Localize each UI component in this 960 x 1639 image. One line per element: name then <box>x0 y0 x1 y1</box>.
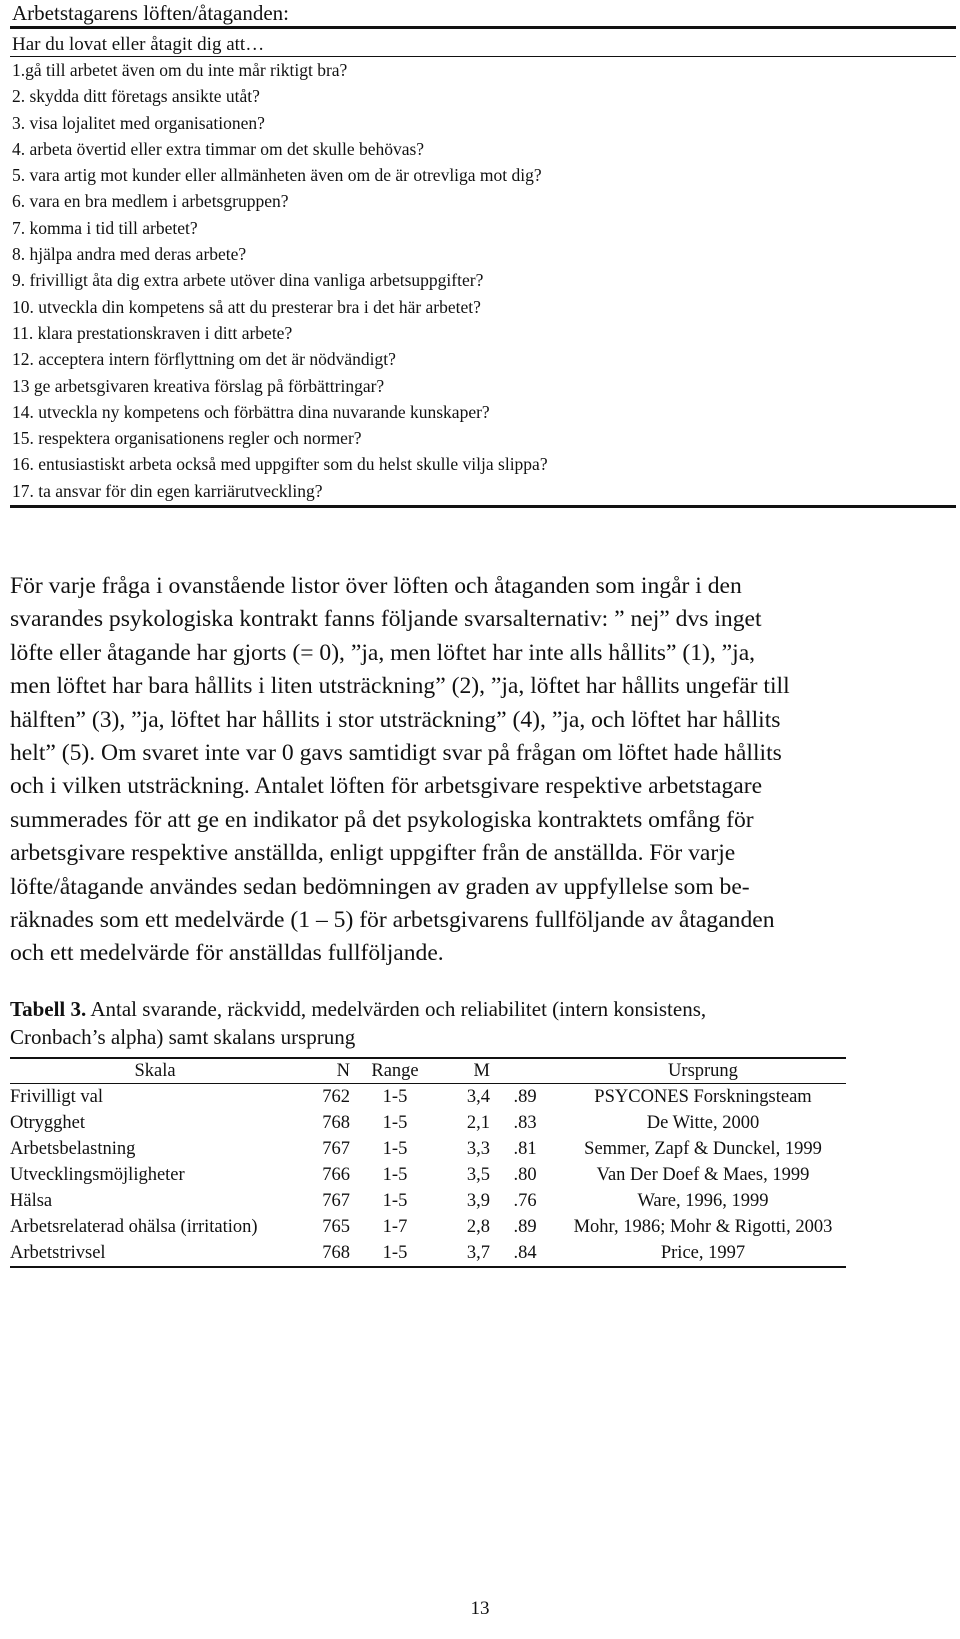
cell-ursprung: Price, 1997 <box>560 1240 846 1267</box>
cell-ursprung: Van Der Doef & Maes, 1999 <box>596 1165 810 1185</box>
cell-alpha: .76 <box>513 1191 537 1211</box>
cell-alpha: .81 <box>513 1139 537 1159</box>
cell-skala: Arbetsrelaterad ohälsa (irritation) <box>10 1217 258 1237</box>
cell-alpha: .83 <box>513 1113 537 1133</box>
paragraph-line: hälften” (3), ”ja, löftet har hållits i stor utsträckning” (4), ”ja, och löftet har hållits <box>10 706 781 733</box>
paragraph-line: löfte/åtagande användes sedan bedömningen av graden av uppfyllelse som be- <box>10 873 750 900</box>
cell-n: 766 <box>322 1165 350 1185</box>
table-row <box>10 1188 846 1214</box>
promise-item: 11. klara prestationskraven i ditt arbete? <box>12 322 293 343</box>
paragraph-line: och i vilken utsträckning. Antalet löften för arbetsgivare respektive arbetstagare <box>10 773 763 800</box>
cell-range: 1-7 <box>382 1217 408 1237</box>
cell-m: 3,3 <box>466 1139 490 1159</box>
cell-n: 768 <box>322 1113 350 1133</box>
paragraph-line: räknades som ett medelvärde (1 – 5) för arbetsgivarens fullföljande av åtaganden <box>10 907 775 934</box>
promises-question: Har du lovat eller åtagit dig att… <box>12 34 265 55</box>
table-header-row <box>10 1058 846 1084</box>
table-caption-label: Tabell 3. <box>10 997 87 1021</box>
cell-ursprung: PSYCONES Forskningsteam <box>594 1087 812 1107</box>
table-row <box>10 1214 846 1240</box>
cell-range: 1-5 <box>382 1191 408 1211</box>
cell-alpha: .80 <box>513 1165 537 1185</box>
promises-list <box>10 57 956 504</box>
promise-item: 9. frivilligt åta dig extra arbete utöver dina vanliga arbetsuppgifter? <box>12 270 484 291</box>
header-skala: Skala <box>10 1058 300 1084</box>
promise-item: 10. utveckla din kompetens så att du presterar bra i det här arbetet? <box>12 296 481 317</box>
cell-m: 2,8 <box>466 1217 490 1237</box>
scales-table <box>10 1057 846 1268</box>
cell-ursprung: Semmer, Zapf & Dunckel, 1999 <box>584 1139 822 1159</box>
list-bottom-rule <box>10 505 956 508</box>
cell-n: 762 <box>322 1087 350 1107</box>
promise-item: 13 ge arbetsgivaren kreativa förslag på förbättringar? <box>12 375 385 396</box>
table-caption-text: Antal svarande, räckvidd, medelvärden och reliabilitet (intern konsistens, <box>86 997 707 1021</box>
promise-item: 14. utveckla ny kompetens och förbättra dina nuvarande kunskaper? <box>12 401 490 422</box>
header-ursprung: Ursprung <box>560 1058 846 1084</box>
paragraph-line: För varje fråga i ovanstående listor över löften och åtaganden som ingår i den <box>10 573 742 599</box>
table-row <box>10 1240 846 1267</box>
table-caption-text-2: Cronbach’s alpha) samt skalans ursprung <box>10 1025 356 1049</box>
cell-skala: Arbetsbelastning <box>10 1139 136 1159</box>
cell-range: 1-5 <box>382 1139 408 1159</box>
promise-item: 7. komma i tid till arbetet? <box>12 217 198 238</box>
paragraph-line: summerades för att ge en indikator på det psykologiska kontraktets omfång för <box>10 806 754 833</box>
table-row <box>10 1162 846 1188</box>
body-paragraph <box>10 570 950 971</box>
cell-alpha: .89 <box>513 1217 537 1237</box>
cell-alpha: .84 <box>490 1240 560 1267</box>
header-m: M <box>440 1058 490 1084</box>
cell-skala: Otrygghet <box>10 1113 86 1133</box>
cell-ursprung: De Witte, 2000 <box>646 1113 760 1133</box>
cell-skala: Arbetstrivsel <box>10 1240 300 1267</box>
table-row <box>10 1110 846 1136</box>
cell-skala: Utvecklingsmöjligheter <box>10 1165 185 1185</box>
promise-item: 2. skydda ditt företags ansikte utåt? <box>12 86 260 107</box>
table-row <box>10 1136 846 1162</box>
paragraph-line: helt” (5). Om svaret inte var 0 gavs samtidigt svar på frågan om löftet hade hållits <box>10 740 782 767</box>
paragraph-line: arbetsgivare respektive anställda, enligt uppgifter från de anställda. För varje <box>10 840 736 867</box>
cell-skala: Frivilligt val <box>10 1087 104 1107</box>
cell-ursprung: Ware, 1996, 1999 <box>637 1191 769 1211</box>
promise-item: 16. entusiastiskt arbeta också med uppgifter som du helst skulle vilja slippa? <box>12 454 548 475</box>
promise-item: 6. vara en bra medlem i arbetsgruppen? <box>12 191 289 212</box>
table-caption <box>10 995 950 1051</box>
cell-ursprung: Mohr, 1986; Mohr & Rigotti, 2003 <box>573 1217 833 1237</box>
cell-range: 1-5 <box>382 1087 408 1107</box>
promise-item: 17. ta ansvar för din egen karriärutveckling? <box>12 480 323 501</box>
header-range: Range <box>350 1058 440 1084</box>
cell-n: 767 <box>322 1139 350 1159</box>
cell-n: 765 <box>322 1217 350 1237</box>
paragraph-line: och ett medelvärde för anställdas fullföljande. <box>10 940 444 967</box>
cell-n: 767 <box>322 1191 350 1211</box>
table-row <box>10 1084 846 1111</box>
cell-n: 768 <box>300 1240 350 1267</box>
cell-m: 3,7 <box>440 1240 490 1267</box>
promise-item: 4. arbeta övertid eller extra timmar om det skulle behövas? <box>12 138 425 159</box>
paragraph-line: svarandes psykologiska kontrakt fanns följande svarsalternativ: ” nej” dvs inget <box>10 606 762 633</box>
heading-rule <box>10 26 956 29</box>
promise-item: 15. respektera organisationens regler och normer? <box>12 428 362 449</box>
promise-item: 12. acceptera intern förflyttning om det är nödvändigt? <box>12 349 396 370</box>
promise-item: 3. visa lojalitet med organisationen? <box>12 112 265 133</box>
cell-m: 3,9 <box>466 1191 490 1211</box>
paragraph-line: men löftet har bara hållits i liten utsträckning” (2), ”ja, löftet har hållits ungefär till <box>10 673 790 700</box>
cell-m: 3,5 <box>466 1165 490 1185</box>
promise-item: 1.gå till arbetet även om du inte mår riktigt bra? <box>12 60 348 80</box>
cell-alpha: .89 <box>513 1087 537 1107</box>
cell-m: 2,1 <box>466 1113 490 1133</box>
header-alpha <box>490 1058 560 1084</box>
promise-item: 5. vara artig mot kunder eller allmänheten även om de är otrevliga mot dig? <box>12 165 542 186</box>
promise-item: 8. hjälpa andra med deras arbete? <box>12 244 247 265</box>
promises-box <box>10 0 956 508</box>
paragraph-line: löfte eller åtagande har gjorts (= 0), ”ja, men löftet har inte alls hållits” (1), ”ja, <box>10 639 756 666</box>
header-n: N <box>300 1058 350 1084</box>
cell-skala: Hälsa <box>10 1191 53 1211</box>
promises-heading: Arbetstagarens löften/åtaganden: <box>12 1 289 25</box>
cell-range: 1-5 <box>350 1240 440 1267</box>
cell-range: 1-5 <box>382 1165 408 1185</box>
page-number: 13 <box>470 1598 490 1619</box>
cell-range: 1-5 <box>382 1113 408 1133</box>
cell-m: 3,4 <box>466 1087 490 1107</box>
